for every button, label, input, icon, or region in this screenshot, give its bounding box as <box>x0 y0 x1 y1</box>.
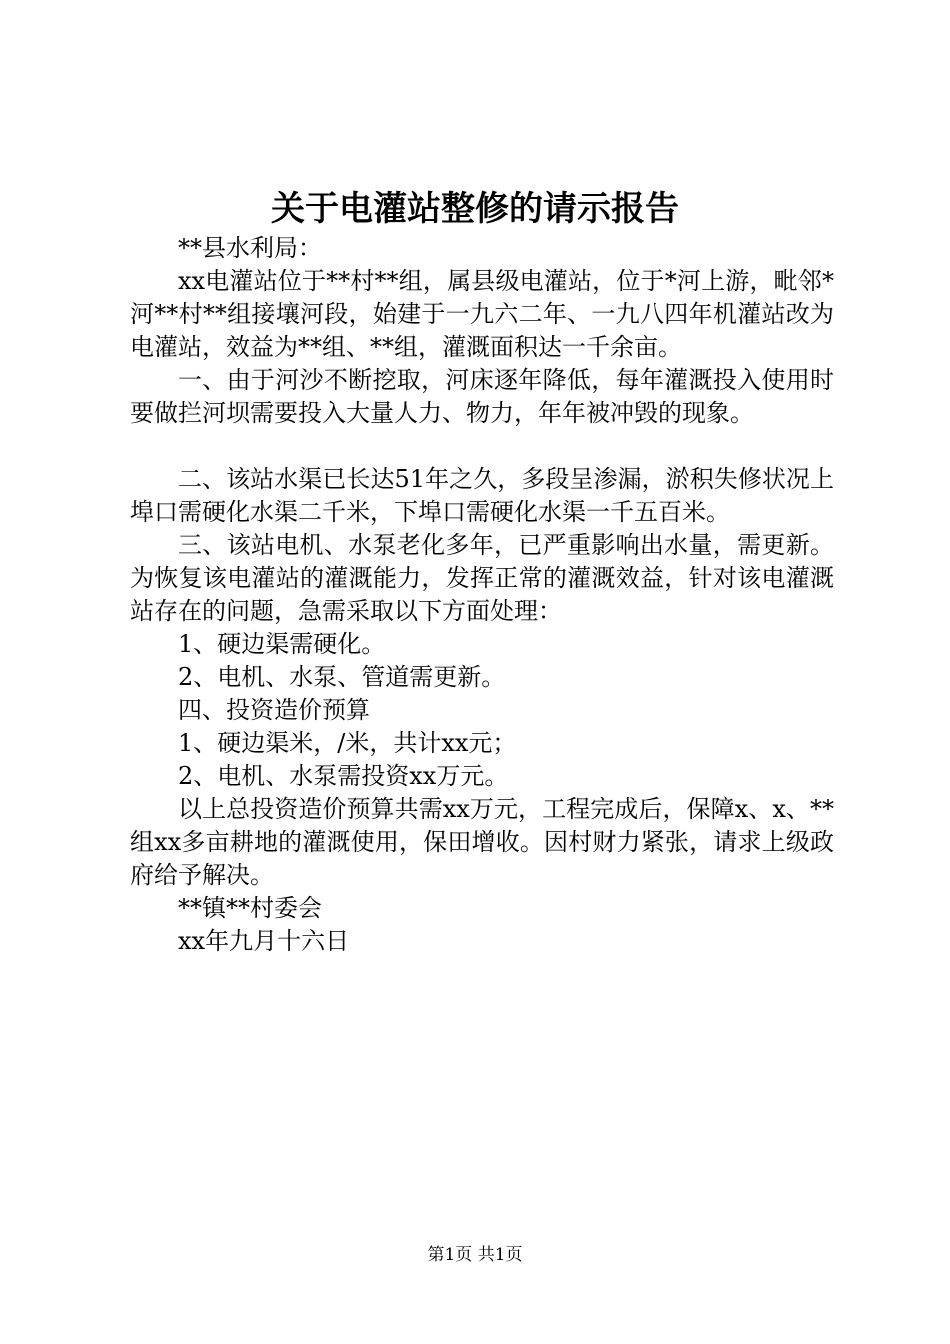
budget-item-2: 2、电机、水泵需投资xx万元。 <box>178 762 509 790</box>
document-body <box>130 232 834 958</box>
paragraph-point-one: 一、由于河沙不断挖取，河床逐年降低，每年灌溉投入使用时要做拦河坝需要投入大量人力、物力，年年被冲毁的现象。 <box>130 366 834 427</box>
page-title: 关于电灌站整修的请示报告 <box>271 189 679 229</box>
paragraph-point-three: 三、该站电机、水泵老化多年，已严重影响出水量，需更新。为恢复该电灌站的灌溉能力，发挥正常的灌溉效益，针对该电灌溉站存在的问题，急需采取以下方面处理： <box>130 531 834 625</box>
page-footer: 第1页 共1页 <box>427 1245 523 1265</box>
paragraph-conclusion: 以上总投资造价预算共需xx万元，工程完成后，保障x、x、**组xx多亩耕地的灌溉使用，保田增收。因村财力紧张，请求上级政府给予解决。 <box>130 795 834 889</box>
list-item-2: 2、电机、水泵、管道需更新。 <box>178 663 506 691</box>
paragraph-point-two: 二、该站水渠已长达51年之久，多段呈渗漏，淤积失修状况上埠口需硬化水渠二千米，下埠口需硬化水渠一千五百米。 <box>130 465 834 526</box>
budget-item-1: 1、硬边渠米，/米，共计xx元； <box>178 729 517 757</box>
date: xx年九月十六日 <box>178 927 350 955</box>
list-item-1: 1、硬边渠需硬化。 <box>178 630 386 658</box>
section-heading-budget: 四、投资造价预算 <box>178 696 370 724</box>
signature: **镇**村委会 <box>178 894 322 922</box>
paragraph-intro: xx电灌站位于**村**组，属县级电灌站，位于*河上游，毗邻*河**村**组接壤河段，始建于一九六二年、一九八四年机灌站改为电灌站，效益为**组、**组，灌溉面积达一千余亩。 <box>130 267 834 361</box>
paragraph-spacer <box>130 430 834 463</box>
addressee: **县水利局： <box>178 234 322 262</box>
